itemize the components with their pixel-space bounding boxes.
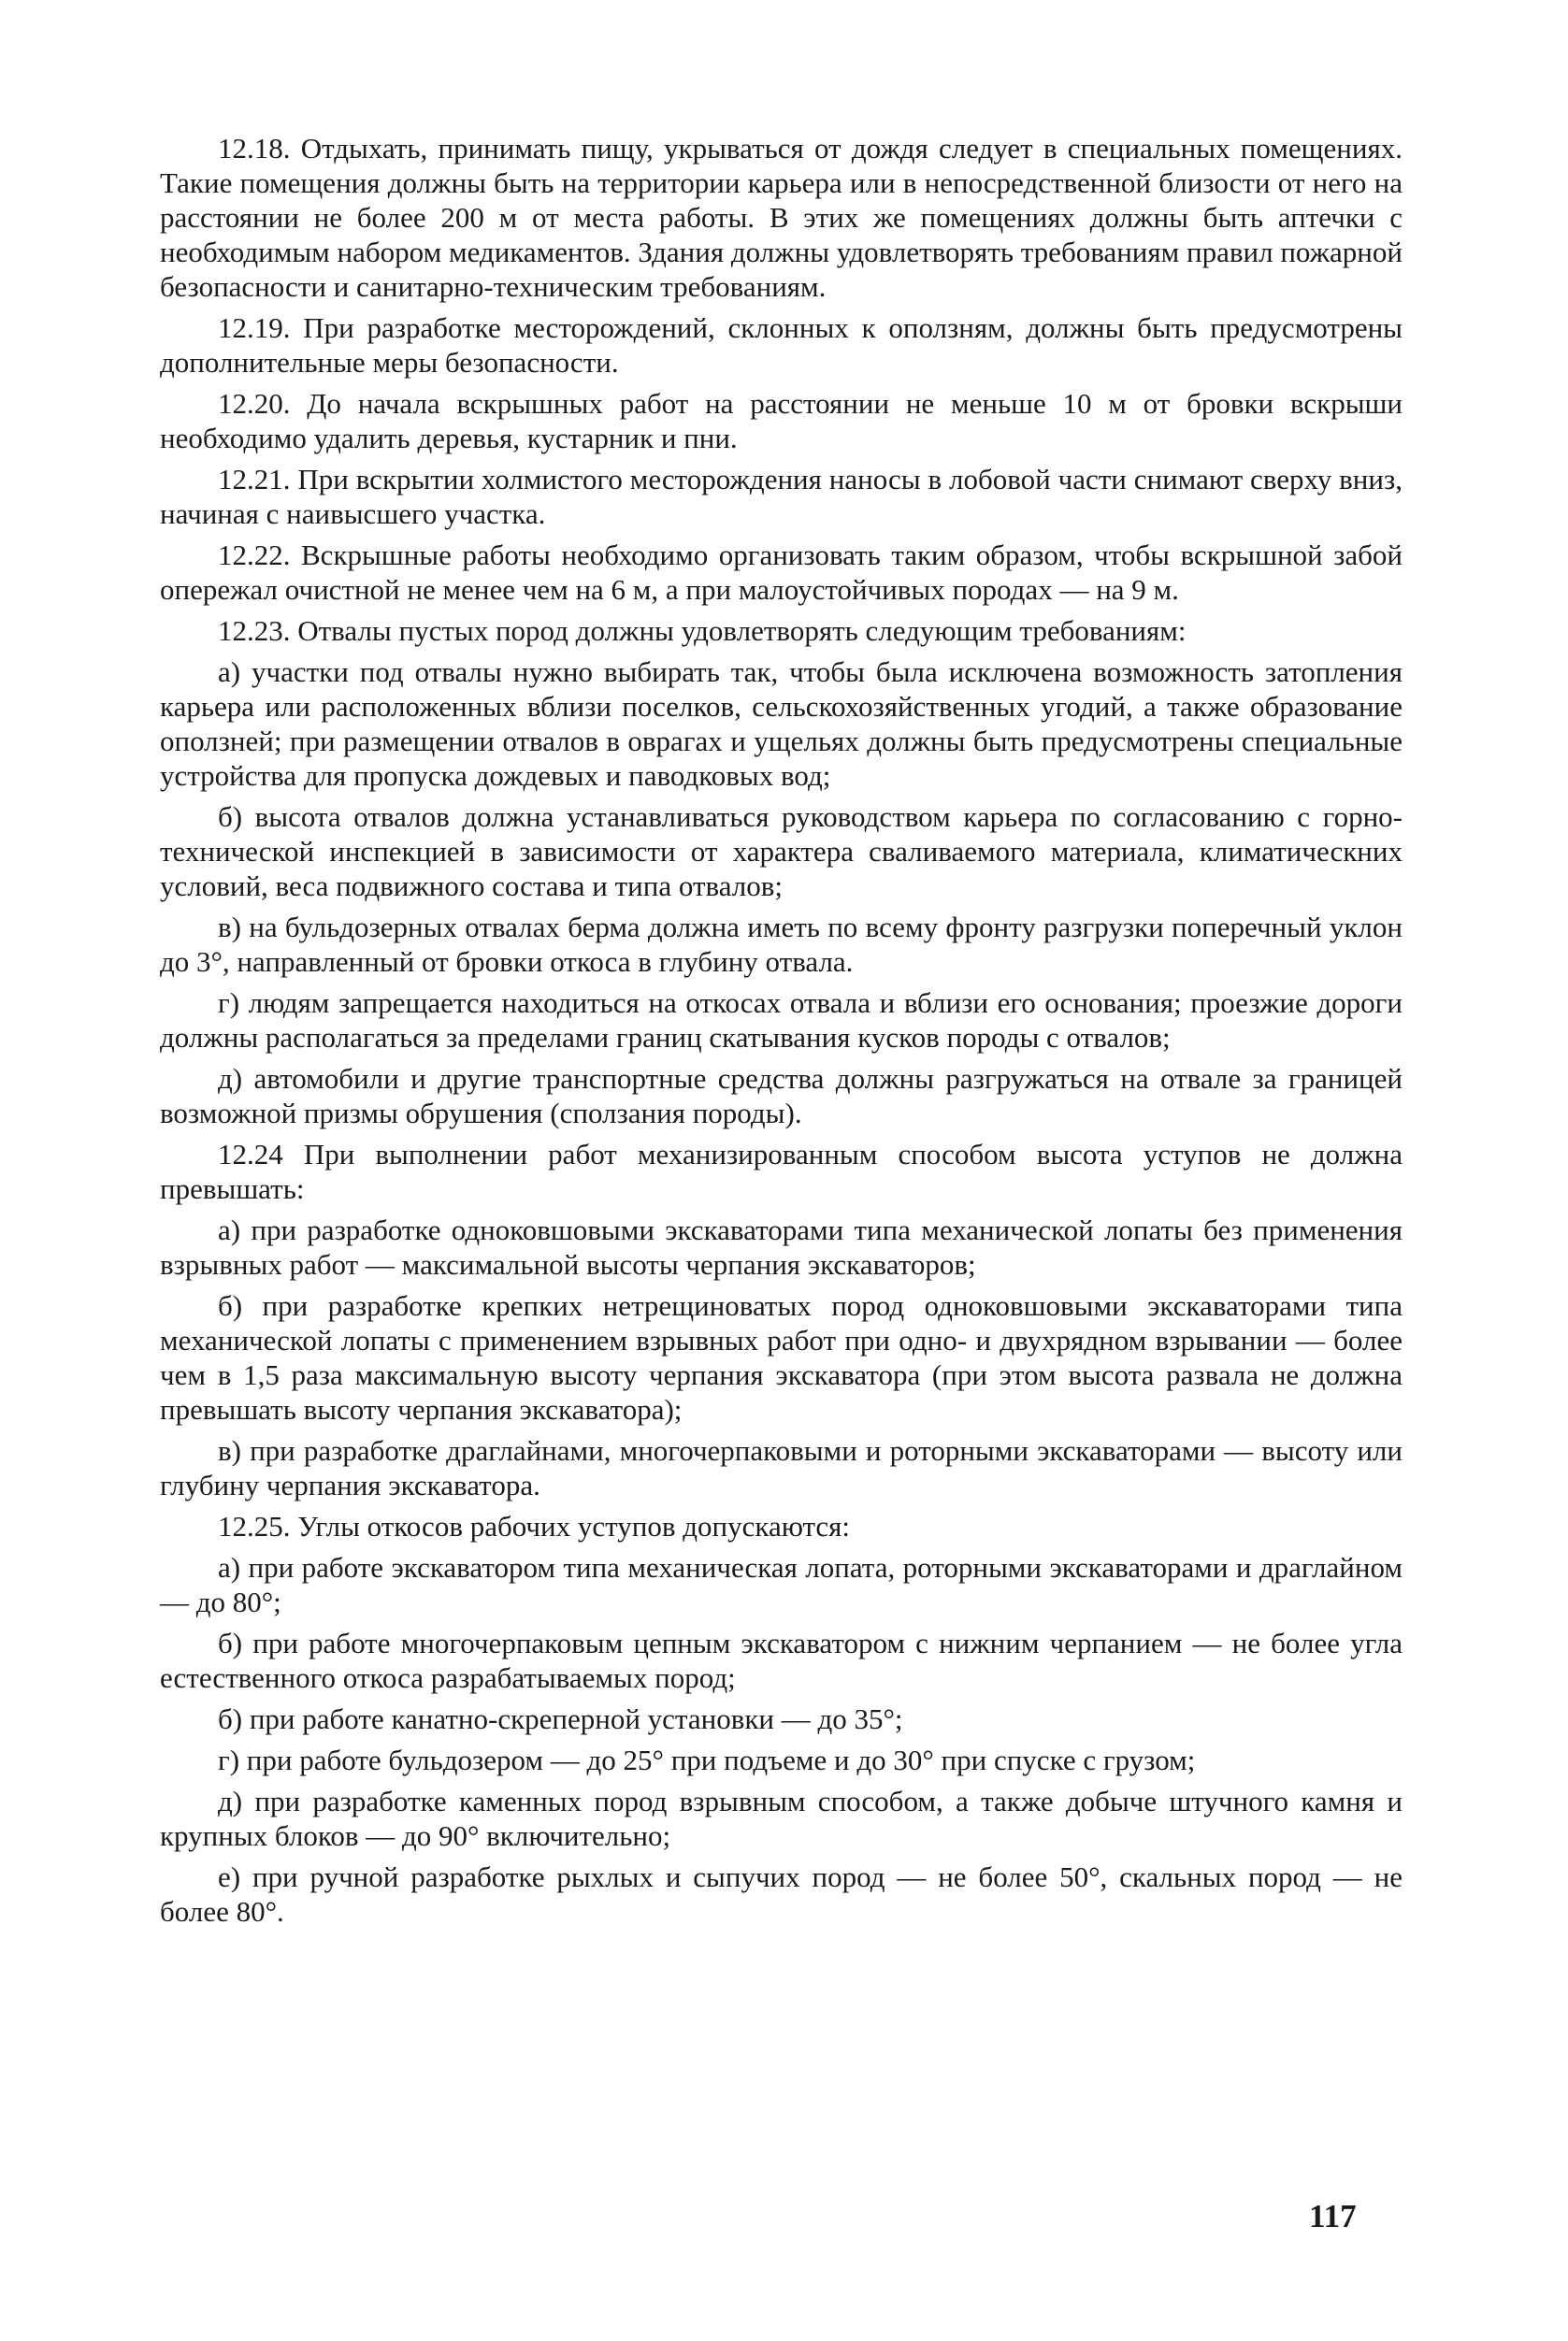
paragraph-12-22: 12.22. Вскрышные работы необходимо организовать таким образом, чтобы вскрышной забой опережал очистной не менее чем на 6 м, а при малоустойчивых породах — на 9 м. bbox=[160, 539, 1403, 606]
list-item-12-25-d: д) при разработке каменных пород взрывным способом, а также добыче штучного камня и крупных блоков — до 90° включительно; bbox=[160, 1785, 1403, 1852]
list-item-12-25-g: г) при работе бульдозером — до 25° при подъеме и до 30° при спуске с грузом; bbox=[218, 1744, 1196, 1776]
list-item-12-23-d: д) автомобили и другие транспортные средства должны разгружаться на отвале за границей возможной призмы обрушения (сползания породы). bbox=[160, 1062, 1403, 1129]
paragraph-12-25: 12.25. Углы откосов рабочих уступов допускаются: bbox=[218, 1510, 851, 1543]
list-item-12-23-a: а) участки под отвалы нужно выбирать так, чтобы была исключена возможность затопления карьера или расположенных вблизи поселков, сельскохозяйственных угодий, а также образование оползней; при размещении отвалов в оврагах и ущельях должны быть предусмотрены специальные устройства для пропуска дождевых и паводковых вод; bbox=[160, 655, 1403, 792]
list-item-12-25-e: е) при ручной разработке рыхлых и сыпучих пород — не более 50°, скальных пород — не более 80°. bbox=[160, 1860, 1403, 1928]
paragraph-12-20: 12.20. До начала вскрышных работ на расстоянии не меньше 10 м от бровки вскрыши необходимо удалить деревья, кустарник и пни. bbox=[160, 387, 1403, 454]
list-item-12-25-a: а) при работе экскаватором типа механическая лопата, роторными экскаваторами и драглайном — до 80°; bbox=[160, 1551, 1403, 1618]
paragraph-12-23: 12.23. Отвалы пустых пород должны удовлетворять следующим требованиям: bbox=[218, 614, 1187, 647]
paragraph-12-21: 12.21. При вскрытии холмистого месторождения наносы в лобовой части снимают сверху вниз, начиная с наивысшего участка. bbox=[160, 463, 1403, 530]
list-item-12-25-b2: б) при работе канатно-скреперной установки — до 35°; bbox=[218, 1702, 903, 1735]
list-item-12-24-v: в) при разработке драглайнами, многочерпаковыми и роторными экскаваторами — высоту или глубину черпания экскаватора. bbox=[160, 1434, 1403, 1501]
list-item-12-23-g: г) людям запрещается находиться на откосах отвала и вблизи его основания; проезжие дороги должны располагаться за пределами границ скатывания кусков породы с отвалов; bbox=[160, 986, 1403, 1054]
list-item-12-24-b: б) при разработке крепких нетрещиноватых пород одноковшовыми экскаваторами типа механической лопаты с применением взрывных работ при одно- и двухрядном взрывании — более чем в 1,5 раза максимальную высоту черпания экскаватора (при этом высота развала не должна превышать высоту черпания экскаватора); bbox=[160, 1289, 1403, 1426]
list-item-12-25-b: б) при работе многочерпаковым цепным экскаватором с нижним черпанием — не более угла естественного откоса разрабатываемых пород; bbox=[160, 1627, 1403, 1694]
paragraph-12-24: 12.24 При выполнении работ механизированным способом высота уступов не должна превышать: bbox=[160, 1138, 1403, 1205]
page-number: 117 bbox=[1309, 2198, 1357, 2234]
paragraph-12-19: 12.19. При разработке месторождений, склонных к оползням, должны быть предусмотрены дополнительные меры безопасности. bbox=[160, 311, 1403, 379]
list-item-12-24-a: а) при разработке одноковшовыми экскаваторами типа механической лопаты без применения взрывных работ — максимальной высоты черпания экскаваторов; bbox=[160, 1214, 1403, 1281]
paragraph-12-18: 12.18. Отдыхать, принимать пищу, укрываться от дождя следует в специальных помещениях. Такие помещения должны быть на территории карьера или в непосредственной близости от него на расстоянии не более 200 м от места работы. В этих же помещениях должны быть аптечки с необходимым набором медикаментов. Здания должны удовлетворять требованиям правил пожарной безопасности и санитарно-техническим требованиям. bbox=[160, 132, 1403, 303]
list-item-12-23-v: в) на бульдозерных отвалах берма должна иметь по всему фронту разгрузки поперечный уклон до 3°, направленный от бровки откоса в глубину отвала. bbox=[160, 911, 1403, 978]
list-item-12-23-b: б) высота отвалов должна устанавливаться руководством карьера по согласованию с горно-технической инспекцией в зависимости от характера сваливаемого материала, климатическних условий, веса подвижного состава и типа отвалов; bbox=[160, 800, 1403, 902]
